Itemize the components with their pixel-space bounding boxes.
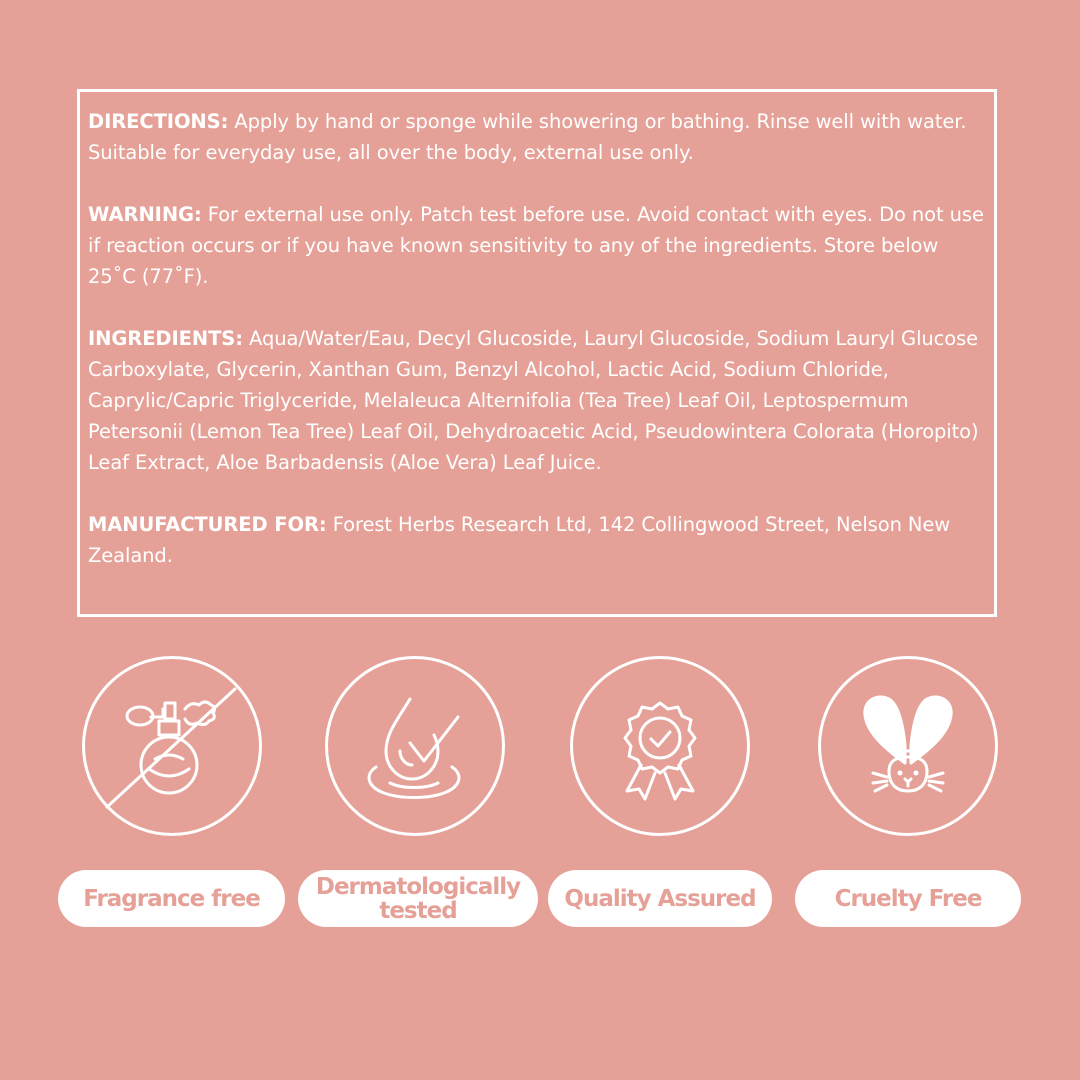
cruelty-free-badge-circle [818, 656, 998, 836]
water-drop-check-icon [328, 659, 502, 833]
manufactured-for-paragraph [88, 509, 986, 571]
dermatologically-tested-badge-circle [325, 656, 505, 836]
rosette-check-icon [573, 659, 747, 833]
heart-ears-bunny-icon [821, 659, 995, 833]
warning-paragraph [88, 199, 986, 292]
manufactured-for-text: Forest Herbs Research Ltd, 142 Collingwood Street, Nelson New Zealand. [88, 513, 951, 567]
dermatologically-tested-label: Dermatologically tested [298, 870, 538, 927]
warning-text: For external use only. Patch test before use. Avoid contact with eyes. Do not use if reaction occurs or if you have known sensitivity to any of the ingredients. Store below 25˚C (77˚F). [88, 203, 984, 288]
cruelty-free-label: Cruelty Free [795, 870, 1021, 927]
directions-label: DIRECTIONS: [88, 110, 229, 133]
ingredients-label: INGREDIENTS: [88, 327, 243, 350]
fragrance-free-label: Fragrance free [58, 870, 285, 927]
directions-paragraph [88, 106, 986, 168]
perfume-bottle-crossed-icon [85, 659, 259, 833]
ingredients-paragraph [88, 323, 986, 478]
quality-assured-label: Quality Assured [548, 870, 772, 927]
directions-text: Apply by hand or sponge while showering or bathing. Rinse well with water. Suitable for everyday use, all over the body, external use only. [88, 110, 967, 164]
warning-label: WARNING: [88, 203, 202, 226]
quality-assured-badge-circle [570, 656, 750, 836]
product-info-panel [77, 89, 997, 617]
fragrance-free-badge-circle [82, 656, 262, 836]
manufactured-for-label: MANUFACTURED FOR: [88, 513, 327, 536]
ingredients-text: Aqua/Water/Eau, Decyl Glucoside, Lauryl Glucoside, Sodium Lauryl Glucose Carboxylate, Glycerin, Xanthan Gum, Benzyl Alcohol, Lactic Acid, Sodium Chloride, Caprylic/Capric Triglyceride, Melaleuca Alternifolia (Tea Tree) Leaf Oil, Leptospermum Petersonii (Lemon Tea Tree) Leaf Oil, Dehydroacetic Acid, Pseudowintera Colorata (Horopito) Leaf Extract, Aloe Barbadensis (Aloe Vera) Leaf Juice. [88, 327, 979, 474]
